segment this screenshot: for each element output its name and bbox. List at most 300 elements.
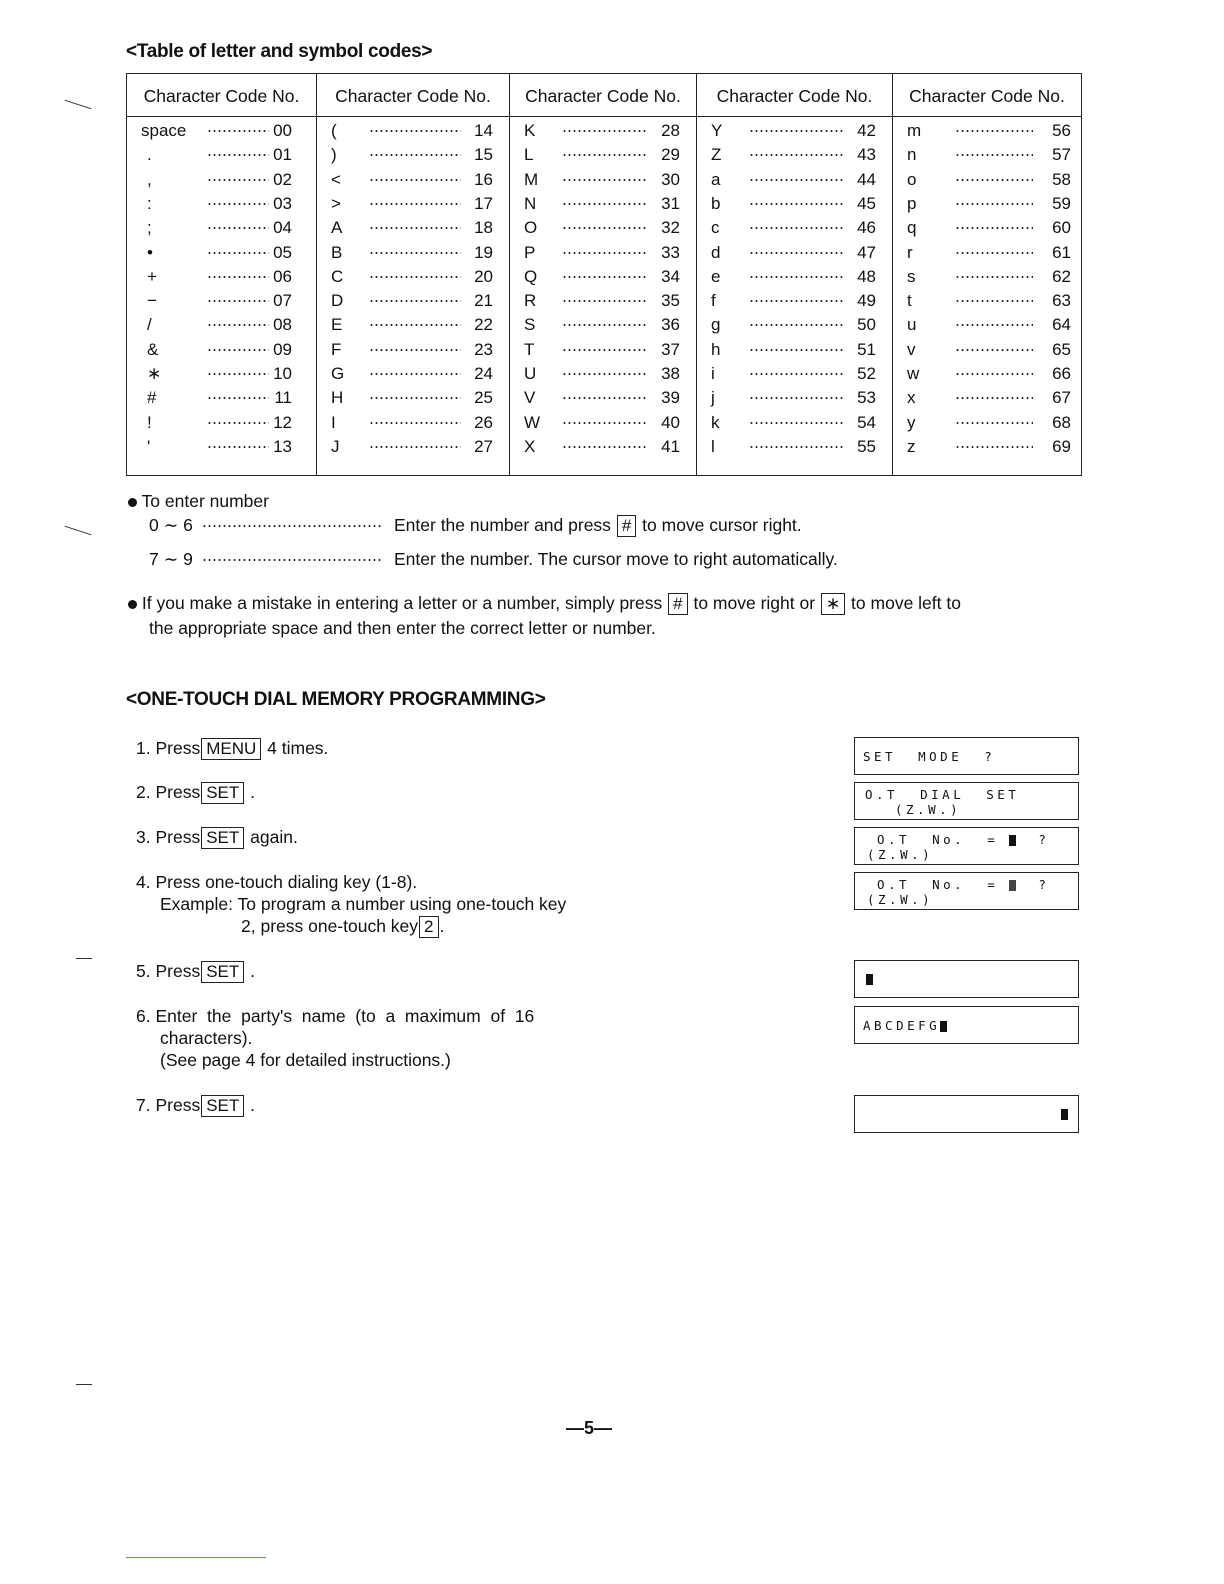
dot-leader	[562, 130, 648, 132]
code-number: 11	[274, 388, 292, 408]
code-row	[510, 362, 696, 386]
dot-leader	[955, 154, 1033, 156]
step-text: Enter the party's name (to a maximum of 16	[155, 1006, 535, 1026]
code-row	[510, 338, 696, 362]
column-header: Character Code No.	[510, 74, 696, 117]
character: .	[147, 145, 152, 165]
mistake-text: If you make a mistake in entering a letter or a number, simply press	[141, 593, 663, 613]
character: ,	[147, 169, 152, 189]
code-row	[893, 119, 1081, 143]
code-number: 08	[273, 315, 292, 335]
character: B	[331, 242, 343, 262]
enter-number-line-2	[149, 548, 382, 570]
character: V	[524, 388, 536, 408]
code-row	[510, 241, 696, 265]
code-number: 31	[661, 193, 680, 213]
code-number: 50	[857, 315, 876, 335]
character: )	[331, 145, 337, 165]
character: T	[524, 339, 535, 359]
character: #	[147, 388, 157, 408]
code-number: 27	[474, 436, 493, 456]
character: C	[331, 266, 344, 286]
step-number: 7.	[136, 1095, 151, 1115]
code-row	[893, 192, 1081, 216]
dot-leader	[369, 227, 461, 229]
code-row	[127, 362, 316, 386]
dot-leader	[207, 446, 269, 448]
code-row	[510, 168, 696, 192]
code-row	[697, 362, 892, 386]
code-row	[317, 241, 509, 265]
code-row	[317, 192, 509, 216]
display-ot-dial-set	[854, 782, 1079, 820]
instruction-text: to move cursor right.	[642, 515, 802, 535]
dot-leader	[955, 422, 1033, 424]
display-line	[877, 832, 1049, 847]
display-text: ABCDEFG	[863, 1018, 941, 1033]
code-number: 48	[857, 266, 876, 286]
step-text: 2, press one-touch key	[241, 916, 419, 936]
character: •	[147, 242, 153, 262]
mistake-text: to move left to	[851, 593, 961, 613]
display-text: O.T No. =	[877, 877, 999, 892]
code-row	[317, 119, 509, 143]
mistake-line-1	[128, 592, 961, 615]
dot-leader	[207, 276, 269, 278]
code-row	[893, 289, 1081, 313]
dot-leader	[562, 446, 648, 448]
step-text: .	[250, 782, 256, 802]
code-number: 05	[273, 242, 292, 262]
code-row	[317, 143, 509, 167]
code-row	[510, 435, 696, 459]
code-row	[317, 289, 509, 313]
code-row	[697, 386, 892, 410]
character: >	[331, 193, 341, 213]
character: p	[907, 193, 917, 213]
code-number: 61	[1052, 242, 1071, 262]
cursor-block	[866, 974, 873, 985]
dot-leader	[955, 179, 1033, 181]
dot-leader	[955, 446, 1033, 448]
code-row	[697, 313, 892, 337]
code-column	[510, 74, 697, 475]
dot-leader	[369, 349, 461, 351]
display-line	[877, 877, 1049, 892]
dot-leader	[202, 525, 382, 527]
step-text: Press	[155, 961, 201, 981]
code-number: 42	[857, 121, 876, 140]
scan-mark	[76, 958, 92, 959]
character: N	[524, 193, 537, 213]
character: J	[331, 436, 340, 456]
code-row	[317, 362, 509, 386]
code-number: 54	[857, 412, 876, 432]
dot-leader	[207, 227, 269, 229]
mistake-text: to move right or	[693, 593, 816, 613]
character: !	[147, 412, 152, 432]
code-number: 65	[1052, 339, 1071, 359]
character: u	[907, 315, 917, 335]
table-title: <Table of letter and symbol codes>	[126, 41, 433, 62]
code-row	[127, 143, 316, 167]
code-number: 32	[661, 218, 680, 238]
enter-number-line-1-text	[394, 514, 802, 537]
display-name-entry	[854, 1006, 1079, 1044]
character: o	[907, 169, 917, 189]
dot-leader	[955, 300, 1033, 302]
code-number: 21	[474, 291, 493, 311]
dot-leader	[369, 179, 461, 181]
code-number: 66	[1052, 364, 1071, 383]
step-4	[136, 871, 417, 893]
code-row	[893, 265, 1081, 289]
dot-leader	[369, 130, 461, 132]
step-text: Press	[155, 738, 201, 758]
code-number: 44	[857, 169, 876, 189]
instruction-text: Enter the number and press	[394, 515, 611, 535]
character: −	[147, 291, 157, 311]
character: space	[141, 121, 187, 140]
step-text: .	[250, 961, 256, 981]
enter-number-title: To enter number	[141, 491, 269, 511]
code-row	[317, 265, 509, 289]
cursor-block	[1009, 880, 1016, 891]
code-column	[317, 74, 510, 475]
column-header: Character Code No.	[893, 74, 1081, 117]
step-number: 2.	[136, 782, 151, 802]
step-number: 1.	[136, 738, 151, 758]
scan-mark	[65, 526, 92, 536]
code-row	[127, 265, 316, 289]
scan-mark	[126, 1557, 266, 1558]
code-row	[697, 216, 892, 240]
step-number: 6.	[136, 1006, 151, 1026]
code-number: 39	[661, 388, 680, 408]
character: q	[907, 218, 917, 238]
code-row	[317, 411, 509, 435]
code-row	[317, 386, 509, 410]
cursor-block	[1061, 1109, 1068, 1120]
code-number: 10	[273, 364, 292, 383]
dot-leader	[562, 349, 648, 351]
code-row	[127, 289, 316, 313]
code-row	[317, 313, 509, 337]
character: v	[907, 339, 916, 359]
code-row	[893, 216, 1081, 240]
step-text: .	[439, 916, 445, 936]
code-row	[697, 168, 892, 192]
code-row	[127, 435, 316, 459]
code-number: 16	[474, 169, 493, 189]
code-row	[893, 338, 1081, 362]
code-number: 34	[661, 266, 680, 286]
code-row	[127, 338, 316, 362]
code-number: 64	[1052, 315, 1071, 335]
dot-leader	[955, 203, 1033, 205]
dot-leader	[749, 373, 844, 375]
character: +	[147, 266, 157, 286]
code-row	[127, 168, 316, 192]
character: Y	[711, 121, 723, 140]
dot-leader	[207, 252, 269, 254]
display-text: ?	[1038, 877, 1050, 892]
display-text: ?	[1038, 832, 1050, 847]
character: (	[331, 121, 337, 140]
dot-leader	[369, 324, 461, 326]
code-number: 47	[857, 242, 876, 262]
code-number: 17	[474, 193, 493, 213]
code-number: 12	[273, 412, 292, 432]
character: <	[331, 169, 341, 189]
dot-leader	[955, 276, 1033, 278]
set-key: SET	[201, 782, 244, 804]
code-number: 59	[1052, 193, 1071, 213]
bullet-icon	[128, 600, 137, 609]
code-number: 37	[661, 339, 680, 359]
character: H	[331, 388, 344, 408]
dot-leader	[749, 349, 844, 351]
character: g	[711, 315, 721, 335]
code-row	[697, 143, 892, 167]
code-row	[893, 241, 1081, 265]
code-number: 06	[273, 266, 292, 286]
code-number: 09	[273, 339, 292, 359]
character: &	[147, 339, 159, 359]
code-row	[893, 411, 1081, 435]
code-number: 30	[661, 169, 680, 189]
step-text: Press one-touch dialing key (1-8).	[155, 872, 418, 892]
code-number: 03	[273, 193, 292, 213]
character-code-table	[126, 73, 1082, 476]
code-row	[317, 216, 509, 240]
scan-mark	[76, 1384, 92, 1385]
character: n	[907, 145, 917, 165]
character: W	[524, 412, 541, 432]
character: Z	[711, 145, 722, 165]
code-row	[697, 119, 892, 143]
display-text: (Z.W.)	[867, 892, 934, 907]
display-text: O.T DIAL SET	[865, 787, 1020, 802]
character: A	[331, 218, 343, 238]
code-row	[510, 411, 696, 435]
character: c	[711, 218, 720, 238]
menu-key: MENU	[201, 738, 261, 760]
character: d	[711, 242, 721, 262]
character: e	[711, 266, 721, 286]
step-text: Press	[155, 1095, 201, 1115]
enter-number-line-1	[149, 514, 382, 536]
dot-leader	[369, 276, 461, 278]
range-7-9: 7 ∼ 9	[149, 549, 193, 569]
code-row	[127, 386, 316, 410]
page-number: —5—	[566, 1418, 613, 1438]
one-touch-key-2: 2	[419, 916, 438, 938]
code-row	[127, 192, 316, 216]
column-header: Character Code No.	[317, 74, 509, 117]
dot-leader	[749, 300, 844, 302]
character: ∗	[147, 364, 162, 383]
code-number: 29	[661, 145, 680, 165]
dot-leader	[749, 227, 844, 229]
code-row	[317, 168, 509, 192]
dot-leader	[207, 397, 269, 399]
column-header: Character Code No.	[697, 74, 892, 117]
character: I	[331, 412, 336, 432]
code-row	[127, 216, 316, 240]
character: Q	[524, 266, 538, 286]
dot-leader	[207, 373, 269, 375]
step-text: Press	[155, 782, 201, 802]
set-key: SET	[201, 827, 244, 849]
character: /	[147, 315, 152, 335]
code-row	[697, 435, 892, 459]
dot-leader	[749, 154, 844, 156]
code-row	[893, 168, 1081, 192]
character: s	[907, 266, 916, 286]
step-number: 3.	[136, 827, 151, 847]
code-number: 22	[474, 315, 493, 335]
code-number: 41	[661, 436, 680, 456]
code-number: 58	[1052, 169, 1071, 189]
bullet-icon	[128, 498, 137, 507]
dot-leader	[955, 397, 1033, 399]
code-row	[893, 386, 1081, 410]
code-number: 18	[474, 218, 493, 238]
step-4-example-2	[241, 915, 444, 938]
character: X	[524, 436, 536, 456]
code-row	[127, 313, 316, 337]
code-row	[510, 289, 696, 313]
code-row	[317, 338, 509, 362]
code-row	[510, 313, 696, 337]
character: x	[907, 388, 916, 408]
code-number: 13	[273, 436, 292, 456]
code-number: 51	[857, 339, 876, 359]
dot-leader	[207, 324, 269, 326]
character: w	[907, 364, 920, 383]
code-number: 53	[857, 388, 876, 408]
step-text: .	[250, 1095, 256, 1115]
character: O	[524, 218, 538, 238]
character: G	[331, 364, 345, 383]
display-text: SET MODE ?	[863, 749, 996, 764]
display-set-mode	[854, 737, 1079, 775]
hash-key: #	[617, 515, 636, 537]
dot-leader	[562, 373, 648, 375]
code-row	[697, 241, 892, 265]
code-row	[510, 119, 696, 143]
dot-leader	[955, 227, 1033, 229]
code-number: 02	[273, 169, 292, 189]
character: i	[711, 364, 715, 383]
character: K	[524, 121, 536, 140]
step-7	[136, 1094, 255, 1117]
code-row	[127, 241, 316, 265]
code-number: 25	[474, 388, 493, 408]
code-number: 60	[1052, 218, 1071, 238]
display-line	[863, 1018, 947, 1033]
step-5	[136, 960, 255, 983]
display-text: (Z.W.)	[867, 847, 934, 862]
code-row	[893, 313, 1081, 337]
code-number: 67	[1052, 388, 1071, 408]
code-row	[510, 192, 696, 216]
dot-leader	[369, 154, 461, 156]
code-number: 56	[1052, 121, 1071, 140]
code-row	[697, 289, 892, 313]
dot-leader	[749, 397, 844, 399]
code-row	[510, 143, 696, 167]
dot-leader	[749, 446, 844, 448]
code-number: 04	[273, 218, 292, 238]
code-number: 20	[474, 266, 493, 286]
character: P	[524, 242, 536, 262]
mistake-line-2: the appropriate space and then enter the correct letter or number.	[149, 618, 656, 638]
code-column	[893, 74, 1081, 475]
enter-number-line-2-text: Enter the number. The cursor move to right automatically.	[394, 549, 838, 569]
code-number: 52	[857, 364, 876, 383]
code-number: 28	[661, 121, 680, 140]
step-2	[136, 781, 255, 804]
display-ot-no-1	[854, 827, 1079, 865]
dot-leader	[202, 559, 382, 561]
character: D	[331, 291, 344, 311]
code-number: 33	[661, 242, 680, 262]
dot-leader	[562, 276, 648, 278]
display-empty-cursor	[854, 960, 1079, 998]
character: h	[711, 339, 721, 359]
cursor-block	[1009, 835, 1016, 846]
code-number: 43	[857, 145, 876, 165]
code-number: 49	[857, 291, 876, 311]
dot-leader	[562, 324, 648, 326]
scan-mark	[65, 100, 92, 110]
dot-leader	[207, 130, 269, 132]
dot-leader	[369, 397, 461, 399]
step-number: 4.	[136, 872, 151, 892]
dot-leader	[749, 203, 844, 205]
step-6	[136, 1005, 534, 1027]
character: :	[147, 193, 152, 213]
code-number: 69	[1052, 436, 1071, 456]
character: S	[524, 315, 536, 335]
dot-leader	[749, 324, 844, 326]
step-text: 4 times.	[267, 738, 329, 758]
step-6-line-2: characters).	[160, 1028, 253, 1048]
display-text: (Z.W.)	[895, 802, 962, 817]
set-key: SET	[201, 1095, 244, 1117]
step-4-example: Example: To program a number using one-touch key	[160, 894, 567, 914]
character: k	[711, 412, 720, 432]
code-row	[127, 119, 316, 143]
enter-number-heading	[128, 490, 269, 512]
dot-leader	[562, 203, 648, 205]
dot-leader	[207, 154, 269, 156]
dot-leader	[749, 179, 844, 181]
code-number: 62	[1052, 266, 1071, 286]
code-row	[697, 192, 892, 216]
dot-leader	[955, 349, 1033, 351]
dot-leader	[955, 252, 1033, 254]
dot-leader	[562, 300, 648, 302]
cursor-block	[940, 1021, 947, 1032]
character: R	[524, 291, 537, 311]
star-key: ∗	[821, 593, 845, 615]
step-number: 5.	[136, 961, 151, 981]
character: t	[907, 291, 912, 311]
code-number: 15	[474, 145, 493, 165]
